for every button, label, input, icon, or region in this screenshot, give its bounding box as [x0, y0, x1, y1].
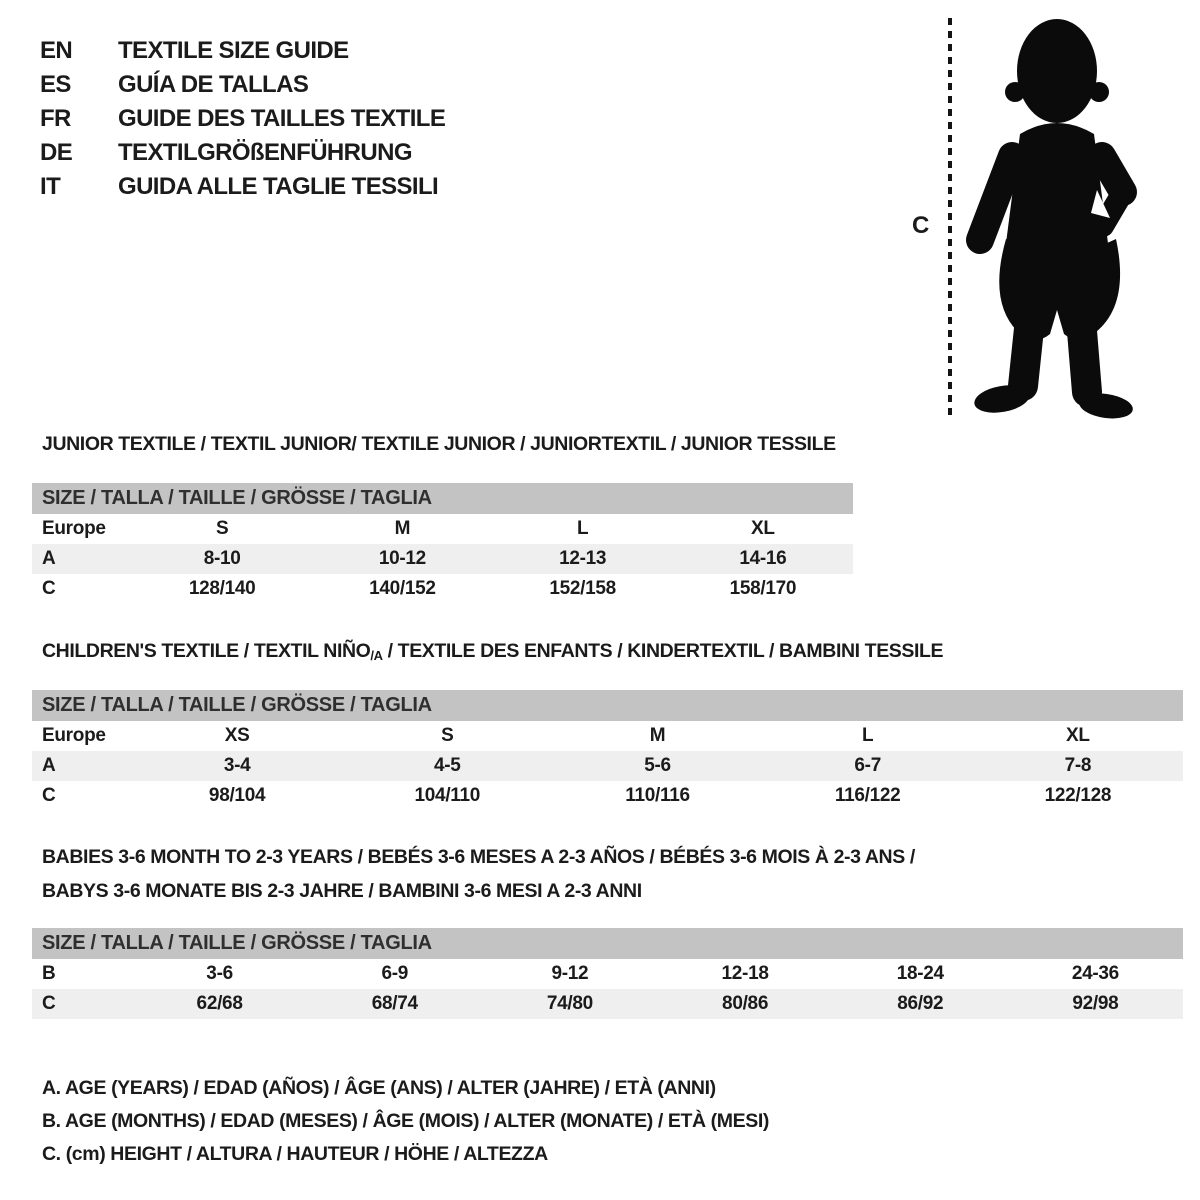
size-value: M [649, 725, 666, 746]
age-value: 6-7 [854, 755, 881, 776]
language-title-list [40, 34, 445, 204]
age-value: 5-6 [644, 755, 671, 776]
size-header-bar: SIZE / TALLA / TAILLE / GRÖSSE / TAGLIA [32, 690, 1183, 721]
size-value: XL [751, 518, 775, 539]
height-value: 152/158 [549, 578, 616, 599]
language-title: GUIDA ALLE TAGLIE TESSILI [118, 173, 439, 200]
babies-section-title-line2: BABYS 3-6 MONATE BIS 2-3 JAHRE / BAMBINI 3-6 MESI A 2-3 ANNI [42, 880, 642, 902]
language-code: FR [40, 105, 71, 132]
babies-size-table [32, 928, 1183, 1019]
language-row-en [40, 34, 445, 68]
row-label: B [42, 963, 56, 984]
height-value: 110/116 [625, 785, 690, 806]
note-age-years: A. AGE (YEARS) / EDAD (AÑOS) / ÂGE (ANS) / ALTER (JAHRE) / ETÀ (ANNI) [42, 1077, 716, 1099]
height-value: 128/140 [188, 578, 256, 599]
size-value: L [862, 725, 874, 746]
language-row-fr [40, 102, 445, 136]
height-value: 104/110 [414, 785, 481, 806]
height-value: 68/74 [371, 993, 418, 1014]
children-section-title [42, 640, 943, 663]
height-value: 98/104 [208, 785, 266, 806]
height-measure-label: C [912, 212, 930, 239]
note-height-cm: C. (cm) HEIGHT / ALTURA / HAUTEUR / HÖHE / ALTEZZA [42, 1143, 548, 1165]
size-value: XL [1066, 725, 1090, 746]
language-code: IT [40, 173, 61, 200]
size-header-bar: SIZE / TALLA / TAILLE / GRÖSSE / TAGLIA [32, 483, 853, 514]
height-value: 86/92 [897, 993, 944, 1014]
age-value: 12-18 [721, 963, 769, 984]
size-value: S [215, 518, 229, 539]
height-value: 122/128 [1044, 785, 1112, 806]
age-value: 24-36 [1071, 963, 1119, 984]
height-value: 80/86 [722, 993, 769, 1014]
toddler-silhouette-icon [960, 12, 1145, 424]
row-label: Europe [42, 725, 106, 746]
age-value: 7-8 [1064, 755, 1092, 776]
age-value: 14-16 [739, 548, 787, 569]
language-title: GUIDE DES TAILLES TEXTILE [118, 105, 446, 132]
age-value: 4-5 [434, 755, 461, 776]
age-value: 3-6 [206, 963, 233, 984]
height-measure-dashed-line [948, 18, 952, 416]
language-code: DE [40, 139, 73, 166]
table-row-age [32, 544, 853, 574]
height-value: 62/68 [196, 993, 243, 1014]
age-value: 6-9 [381, 963, 409, 984]
language-title: GUÍA DE TALLAS [118, 71, 309, 98]
row-label: C [42, 785, 56, 806]
row-label: A [42, 548, 56, 569]
note-age-months: B. AGE (MONTHS) / EDAD (MESES) / ÂGE (MOIS) / ALTER (MONATE) / ETÀ (MESI) [42, 1110, 769, 1132]
language-row-de [40, 136, 445, 170]
height-value: 92/98 [1072, 993, 1119, 1014]
size-header-bar: SIZE / TALLA / TAILLE / GRÖSSE / TAGLIA [32, 928, 1183, 959]
legend-notes [42, 1072, 769, 1171]
age-value: 8-10 [203, 548, 241, 569]
language-title: TEXTILGRÖßENFÜHRUNG [118, 139, 412, 166]
language-row-it [40, 170, 445, 204]
junior-section-title: JUNIOR TEXTILE / TEXTIL JUNIOR/ TEXTILE JUNIOR / JUNIORTEXTIL / JUNIOR TESSILE [42, 433, 836, 455]
age-value: 9-12 [551, 963, 589, 984]
babies-section-title-line1: BABIES 3-6 MONTH TO 2-3 YEARS / BEBÉS 3-6 MESES A 2-3 AÑOS / BÉBÉS 3-6 MOIS À 2-3 ANS / [42, 846, 915, 868]
age-value: 3-4 [223, 755, 251, 776]
row-label: A [42, 755, 56, 776]
table-row-age-months [32, 959, 1183, 989]
row-label: C [42, 578, 56, 599]
table-row-europe [32, 721, 1183, 751]
children-size-table [32, 690, 1183, 811]
size-value: XS [224, 725, 250, 746]
age-value: 12-13 [559, 548, 607, 569]
language-row-es [40, 68, 445, 102]
children-title-prefix: CHILDREN'S TEXTILE / TEXTIL NIÑO [42, 640, 371, 662]
language-title: TEXTILE SIZE GUIDE [118, 37, 349, 64]
table-row-height [32, 781, 1183, 811]
age-value: 10-12 [378, 548, 426, 569]
age-value: 18-24 [896, 963, 944, 984]
row-label: C [42, 993, 56, 1014]
table-row-height [32, 574, 853, 604]
row-label: Europe [42, 518, 106, 539]
junior-size-table [32, 483, 853, 604]
children-title-suffix: / TEXTILE DES ENFANTS / KINDERTEXTIL / BAMBINI TESSILE [382, 640, 944, 662]
language-code: ES [40, 71, 71, 98]
height-value: 74/80 [546, 993, 593, 1014]
height-value: 158/170 [729, 578, 797, 599]
children-title-sub: /A [370, 648, 383, 663]
table-row-europe [32, 514, 853, 544]
table-row-height [32, 989, 1183, 1019]
table-row-age [32, 751, 1183, 781]
language-code: EN [40, 37, 73, 64]
size-value: L [576, 518, 589, 539]
height-value: 116/122 [834, 785, 901, 806]
size-value: S [441, 725, 454, 746]
size-value: M [394, 518, 411, 539]
height-value: 140/152 [369, 578, 436, 599]
